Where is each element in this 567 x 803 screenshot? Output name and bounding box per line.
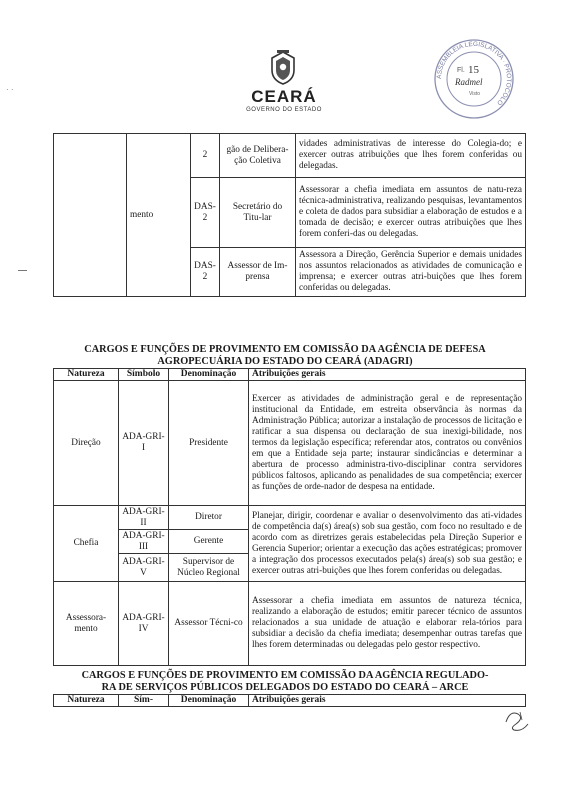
section-title xyxy=(40,344,530,368)
header-denominacao: Denominação xyxy=(169,695,249,707)
symbol-cell: ADA-GRI-I xyxy=(119,381,169,506)
denomination-cell: gão de Delibera-ção Coletiva xyxy=(220,134,296,178)
duties-cell: Exercer as atividades de administração geral e de representação institucional da Entidade, em estreita observância às normas da Administração Pública; autorizar a instalação de processos de licitação e ratificar a sua dispensa ou declaração de sua inexigi-bilidade, nos termos da legislação específica; referendar atos, contratos ou convênios em que a Entidade seja parte; instaurar sindicâncias e determinar a abertura de processo administra-tivo-disciplinar contra servidores públicos faltosos, aplicando as penalidades de sua competência; exercer as funções de orde-nador de despesa na entidade. xyxy=(249,381,526,506)
duties-cell: Assessorar a chefia imediata em assuntos de natu-reza técnica-administrativa, realizando pesquisas, levantamentos e coleta de dados para subsidiar a elaboração de estudos e a tomada de decisão; e exercer outras atribuições que lhes forem conferi-das ou delegadas. xyxy=(296,178,526,248)
header-natureza: Natureza xyxy=(54,369,119,381)
stamp-fl-label: Fl. xyxy=(457,67,465,74)
nature-cell: Chefia xyxy=(54,506,119,582)
duties-cell: Planejar, dirigir, coordenar e avaliar o desenvolvimento das ati-vidades de competência da(s) área(s) sob sua gestão, com foco no resultado e de acordo com as diretrizes gerais estabelecidas pela Direção Superior e Gerencia Superior; orientar a execução das ações estratégicas; promover a integração dos processos executados pela(s) área(s) sob sua gestão; e exercer outras atri-buições que lhes forem conferidas ou delegadas. xyxy=(249,506,526,582)
symbol-cell: ADA-GRI-IV xyxy=(119,582,169,666)
coat-of-arms-icon xyxy=(268,50,298,86)
header-atribuicoes: Atribuições gerais xyxy=(249,695,526,707)
stamp-signature: Radmel xyxy=(455,77,483,87)
denomination-cell: Presidente xyxy=(169,381,249,506)
header-simbolo: Símbolo xyxy=(119,369,169,381)
adagri-table xyxy=(53,368,526,666)
initials-signature xyxy=(500,706,534,734)
state-name: CEARÁ xyxy=(251,87,317,106)
scan-mark: · · xyxy=(6,85,14,94)
nature-cell: Direção xyxy=(54,381,119,506)
stamp-visto: Visto xyxy=(469,91,481,97)
header-row xyxy=(54,695,526,707)
section-title-line: CARGOS E FUNÇÕES DE PROVIMENTO EM COMISSÃO DA AGÊNCIA REGULADO- xyxy=(81,670,489,681)
duties-cell: vidades administrativas de interesse do Colegia-do; e exercer outras atribuições que lhes forem conferidas ou delegadas. xyxy=(296,134,526,178)
nature-cell: mento xyxy=(127,134,191,297)
symbol-cell: DAS-2 xyxy=(191,178,220,248)
section-title-line: AGROPECUÁRIA DO ESTADO DO CEARÁ (ADAGRI) xyxy=(157,356,413,367)
symbol-cell: ADA-GRI-III xyxy=(119,530,169,554)
section-title-line: CARGOS E FUNÇÕES DE PROVIMENTO EM COMISSÃO DA AGÊNCIA DE DEFESA xyxy=(84,344,486,355)
denomination-cell: Assessor Técni-co xyxy=(169,582,249,666)
government-label: GOVERNO DO ESTADO xyxy=(246,107,322,113)
symbol-cell: 2 xyxy=(191,134,220,178)
table-row xyxy=(54,381,526,506)
denomination-cell: Assessor de Im-prensa xyxy=(220,248,296,297)
section-title-line: RA DE SERVIÇOS PÚBLICOS DELEGADOS DO ESTADO DO CEARÁ – ARCE xyxy=(101,682,469,693)
table-row xyxy=(54,134,526,178)
header-natureza: Natureza xyxy=(54,695,119,707)
header-row xyxy=(54,369,526,381)
header-denominacao: Denominação xyxy=(169,369,249,381)
arce-table xyxy=(53,694,526,707)
denomination-cell: Gerente xyxy=(169,530,249,554)
denomination-cell: Secretário do Titu-lar xyxy=(220,178,296,248)
table-row xyxy=(54,582,526,666)
stamp-ring-text: ASSEMBLEIA LEGISLATIVA · PROTOCOLO xyxy=(435,40,513,107)
denomination-cell: Diretor xyxy=(169,506,249,530)
symbol-cell: DAS-2 xyxy=(191,248,220,297)
hole-punch-mark xyxy=(18,270,27,271)
symbol-cell: ADA-GRI-V xyxy=(119,554,169,582)
duties-cell: Assessorar a chefia imediata em assuntos de natureza técnica, realizando a elaboração de estudos; emitir parecer técnico de assuntos relacionados a sua unidade de atuação e elaborar rela-tórios para subsidiar a decisão da chefia imediata; desempenhar outras tarefas que lhes forem determinadas ou delegadas pelo gestor respectivo. xyxy=(249,582,526,666)
table-row xyxy=(54,506,526,530)
header-simbolo: Sím- xyxy=(119,695,169,707)
protocol-stamp xyxy=(433,38,515,120)
nature-cell: Assessora-mento xyxy=(54,582,119,666)
das-table xyxy=(53,133,526,297)
symbol-cell: ADA-GRI-II xyxy=(119,506,169,530)
stamp-fl-number: 15 xyxy=(468,64,479,76)
duties-cell: Assessora a Direção, Gerência Superior e demais unidades nos assuntos relacionados as atividades de comunicação e imprensa; e exercer outras atri-buições que lhes forem conferidas ou delegadas. xyxy=(296,248,526,297)
header-atribuicoes: Atribuições gerais xyxy=(249,369,526,381)
denomination-cell: Supervisor de Núcleo Regional xyxy=(169,554,249,582)
section-title xyxy=(40,670,530,694)
